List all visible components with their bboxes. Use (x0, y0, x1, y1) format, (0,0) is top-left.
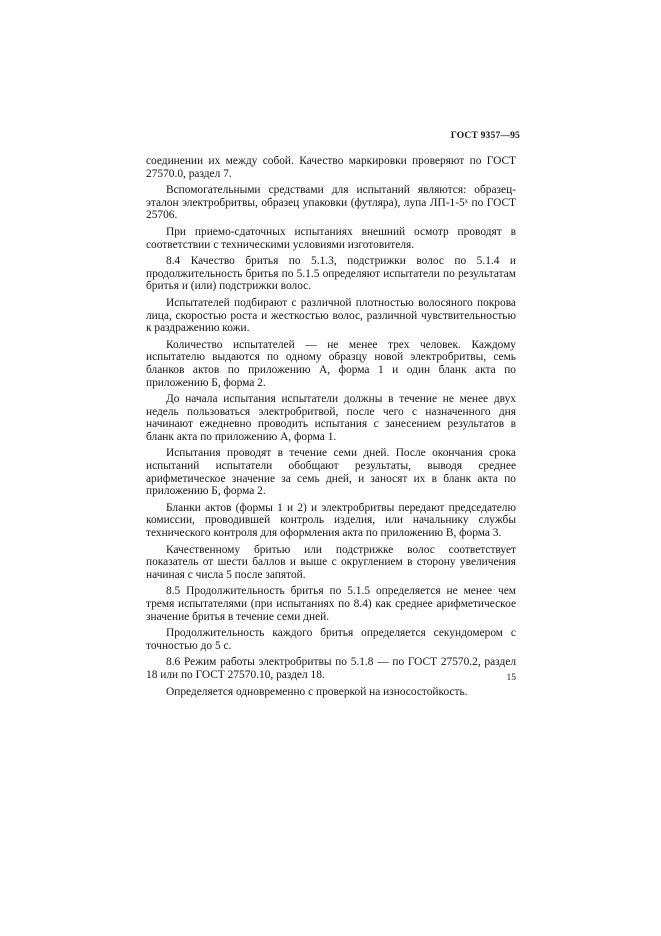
paragraph-8-6-operating-mode: 8.6 Режим работы электробритвы по 5.1.8 — по ГОСТ 27570.2, раздел 18 или по ГОСТ 27570.10, раздел 18. (146, 656, 516, 681)
paragraph-wear-check: Определяется одновременно с проверкой на износостойкость. (166, 685, 468, 698)
paragraph-auxiliary-tools: Вспомогательными средствами для испытаний являются: образец-эталон электробритвы, образец упаковки (футляра), лупа ЛП-1-5ˣ по ГОСТ 25706. (146, 184, 516, 222)
paragraph-continuation: соединении их между собой. Качество маркировки проверяют по ГОСТ 27570.0, раздел 7. (146, 155, 516, 180)
paragraph-acceptance-tests: При приемо-сдаточных испытаниях внешний осмотр проводят в соответствии с техническими условиями изготовителя. (146, 225, 516, 251)
paragraph-stopwatch: Продолжительность каждого бритья определяется секундомером с точностью до 5 с. (146, 627, 516, 652)
body-text (146, 155, 516, 702)
paragraph-8-4-shaving-quality: 8.4 Качество бритья по 5.1.3, подстрижки волос по 5.1.4 и продолжительность бритья по 5.1.5 определяют испытатели по результатам бритья и (или) подстрижки волос. (146, 255, 516, 293)
paragraph-test-duration: Испытания проводят в течение семи дней. После окончания срока испытаний испытатели обобщают результаты, выводя среднее арифметическое значение за семь дней, и заносят их в бланк акта по приложению Б, форма 2. (146, 447, 516, 498)
paragraph-8-5-shaving-duration: 8.5 Продолжительность бритья по 5.1.5 определяется не менее чем тремя испытателями (при испытаниях по 8.4) как среднее арифметическое значение бритья в течение семи дней. (146, 585, 516, 623)
paragraph-pre-test: До начала испытания испытатели должны в течение не менее двух недель пользоваться электробритвой, после чего с назначенного дня начинают ежедневно проводить испытания с занесением результатов в бланк акта по приложению А, форма 1. (146, 393, 516, 443)
paragraph-tester-count: Количество испытателей — не менее трех человек. Каждому испытателю выдаются по одному образцу новой электробритвы, семь бланков актов по приложению А, форма 1 и один бланк акта по приложению Б, форма 2. (146, 338, 516, 389)
paragraph-quality-score: Качественному бритью или подстрижке волос соответствует показатель от шести баллов и выше с округлением в сторону увеличения начиная с числа 5 после запятой. (146, 543, 516, 581)
paragraph-forms-transfer: Бланки актов (формы 1 и 2) и электробритвы передают председателю комиссии, проводившей контроль изделия, или начальнику службы технического контроля для оформления акта по приложению В, форма 3. (146, 501, 516, 540)
document-header-code: ГОСТ 9357—95 (450, 131, 520, 141)
paragraph-tester-selection: Испытателей подбирают с различной плотностью волосяного покрова лица, скоростью роста и жесткостью волос, различной чувствительностью к раздражению кожи. (146, 296, 516, 335)
page-number: 15 (506, 673, 516, 683)
